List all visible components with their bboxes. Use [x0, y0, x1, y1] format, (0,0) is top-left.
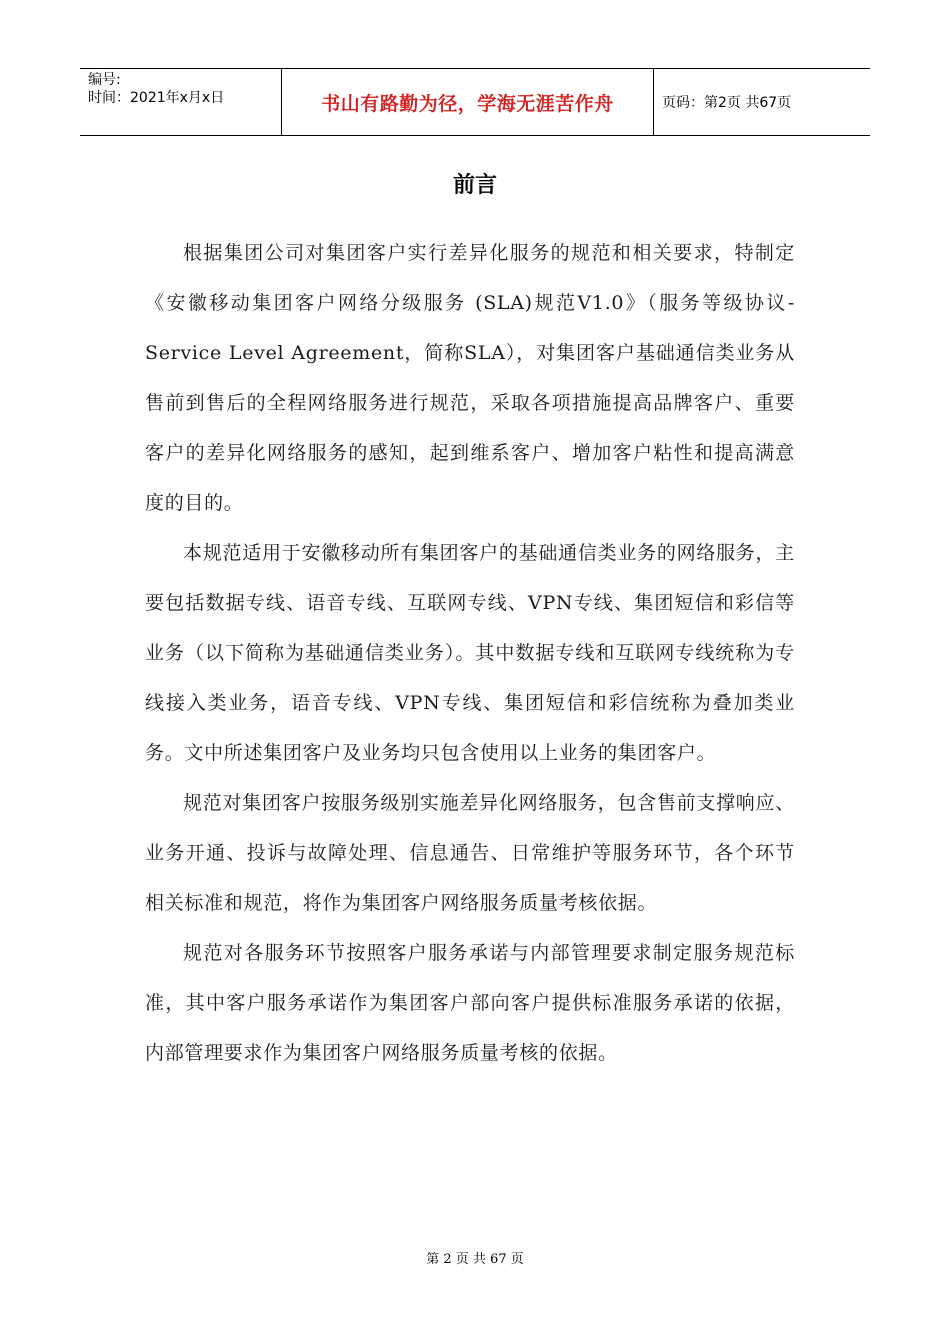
document-body [145, 228, 795, 1078]
header-motto: 书山有路勤为径，学海无涯苦作舟 [282, 69, 654, 135]
paragraph: 本规范适用于安徽移动所有集团客户的基础通信类业务的网络服务，主要包括数据专线、语音专线、互联网专线、VPN专线、集团短信和彩信等业务（以下简称为基础通信类业务）。其中数据专线和互联网专线统称为专线接入类业务，语音专线、VPN专线、集团短信和彩信统称为叠加类业务。文中所述集团客户及业务均只包含使用以上业务的集团客户。 [145, 542, 795, 764]
paragraph: 规范对集团客户按服务级别实施差异化网络服务，包含售前支撑响应、业务开通、投诉与故障处理、信息通告、日常维护等服务环节，各个环节相关标准和规范，将作为集团客户网络服务质量考核依据。 [145, 792, 795, 914]
page-footer: 第 2 页 共 67 页 [426, 1252, 524, 1267]
header-meta [80, 69, 282, 135]
document-title: 前言 [452, 173, 497, 198]
document-number-label: 编号: [88, 72, 121, 88]
header-page-info: 页码：第2页 共67页 [662, 95, 792, 111]
paragraph: 根据集团公司对集团客户实行差异化服务的规范和相关要求，特制定《安徽移动集团客户网络分级服务 (SLA)规范V1.0》（服务等级协议-Service Level Agreement，简称SLA），对集团客户基础通信类业务从售前到售后的全程网络服务进行规范，采取各项措施提高品牌客户、重要客户的差异化网络服务的感知，起到维系客户、增加客户粘性和提高满意度的目的。 [145, 242, 795, 514]
page-header [80, 68, 870, 136]
document-time-label: 时间：2021年x月x日 [88, 90, 225, 106]
paragraph: 规范对各服务环节按照客户服务承诺与内部管理要求制定服务规范标准，其中客户服务承诺作为集团客户部向客户提供标准服务承诺的依据，内部管理要求作为集团客户网络服务质量考核的依据。 [145, 942, 795, 1064]
